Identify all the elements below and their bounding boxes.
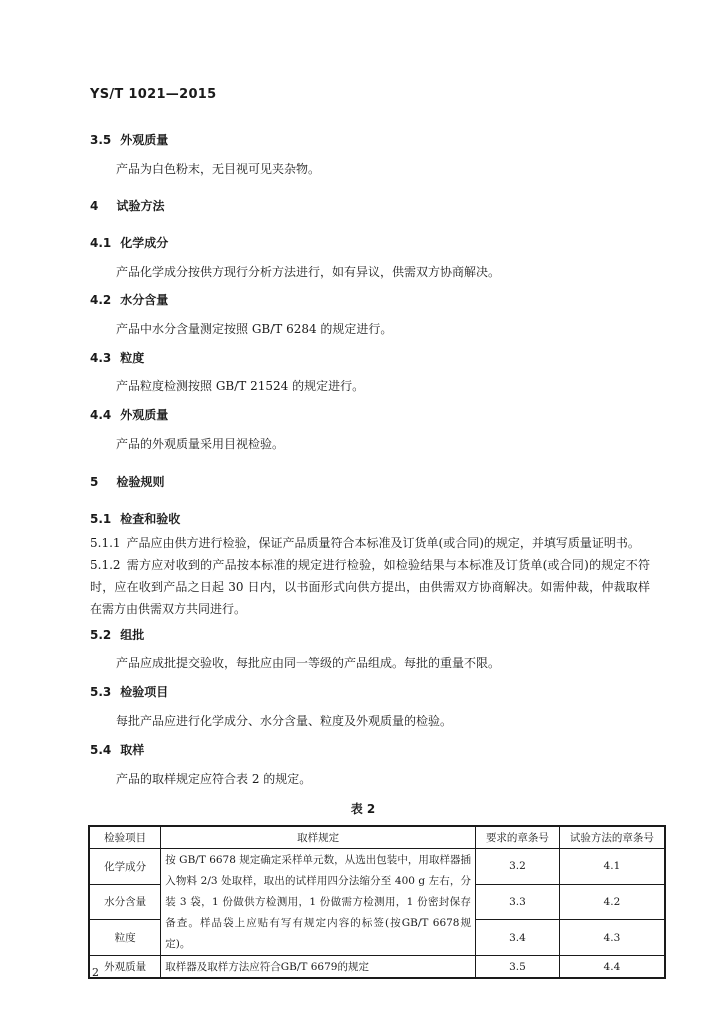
heading-title: 外观质量 (120, 133, 169, 147)
clause-text: 产品应由供方进行检验，保证产品质量符合本标准及订货单(或合同)的规定，并填写质量证明书。 (126, 536, 640, 550)
header-cell: 取样规定 (161, 826, 476, 849)
sampling-table (88, 825, 666, 979)
heading-title: 水分含量 (120, 293, 169, 307)
header-cell: 检验项目 (89, 826, 161, 849)
method-clause-cell: 4.3 (559, 920, 665, 956)
sampling-rule-cell: 取样器及取样方法应符合GB/T 6679的规定 (161, 956, 476, 979)
heading-number: 5.2 (90, 628, 112, 642)
paragraph-5-4: 产品的取样规定应符合表 2 的规定。 (116, 772, 312, 786)
heading-5-2 (90, 626, 144, 643)
paragraph-4-4: 产品的外观质量采用目视检验。 (116, 437, 285, 451)
clause-number: 5.1.2 (90, 558, 121, 572)
heading-number: 4.2 (90, 293, 112, 307)
item-cell: 化学成分 (89, 849, 161, 885)
clause-text: 需方应对收到的产品按本标准的规定进行检验，如检验结果与本标准及订货单(或合同)的规定不符时，应在收到产品之日起 30 日内，以书面形式向供方提出，由供需双方协商解决。如需仲裁，仲裁取样在需方由供需双方共同进行。 (90, 558, 650, 616)
heading-5-4 (90, 741, 144, 758)
heading-title: 检查和验收 (120, 512, 181, 526)
req-clause-cell: 3.3 (476, 884, 560, 920)
heading-5 (90, 473, 165, 490)
method-clause-cell: 4.4 (559, 956, 665, 979)
heading-title: 取样 (120, 743, 145, 757)
paragraph-5-2: 产品应成批提交验收，每批应由同一等级的产品组成。每批的重量不限。 (116, 656, 501, 670)
heading-title: 检验规则 (116, 475, 165, 489)
item-cell: 水分含量 (89, 884, 161, 920)
heading-5-3 (90, 683, 168, 700)
paragraph-5-3: 每批产品应进行化学成分、水分含量、粒度及外观质量的检验。 (116, 714, 453, 728)
item-cell: 粒度 (89, 920, 161, 956)
table-row (89, 956, 665, 979)
table-header-row (89, 826, 665, 849)
heading-title: 组批 (120, 628, 145, 642)
heading-4-4 (90, 406, 168, 423)
paragraph-3-5: 产品为白色粉末，无目视可见夹杂物。 (116, 162, 321, 176)
heading-3-5 (90, 131, 168, 148)
heading-number: 3.5 (90, 133, 112, 147)
paragraph-4-1: 产品化学成分按供方现行分析方法进行，如有异议，供需双方协商解决。 (116, 265, 501, 279)
clause-5-1-1 (90, 532, 650, 554)
table-row (89, 849, 665, 885)
heading-number: 5 (90, 475, 99, 489)
heading-number: 5.4 (90, 743, 112, 757)
heading-5-1 (90, 510, 180, 527)
heading-title: 外观质量 (120, 408, 169, 422)
paragraph-4-2: 产品中水分含量测定按照 GB/T 6284 的规定进行。 (116, 322, 393, 336)
sampling-rule-cell: 按 GB/T 6678 规定确定采样单元数，从选出包装中，用取样器插入物料 2/3 处取样，取出的试样用四分法缩分至 400 g 左右，分装 3 袋，1 份做供方检测用，1 份做需方检测用，1 份密封保存备查。样品袋上应贴有写有规定内容的标签(按GB/T 6678规定)。 (161, 849, 476, 956)
heading-4-1 (90, 234, 168, 251)
req-clause-cell: 3.2 (476, 849, 560, 885)
method-clause-cell: 4.1 (559, 849, 665, 885)
method-clause-cell: 4.2 (559, 884, 665, 920)
clause-number: 5.1.1 (90, 536, 121, 550)
header-cell: 要求的章条号 (476, 826, 560, 849)
standard-code: YS/T 1021—2015 (90, 87, 217, 102)
heading-title: 粒度 (120, 351, 145, 365)
heading-number: 5.3 (90, 685, 112, 699)
heading-4-2 (90, 291, 168, 308)
heading-title: 检验项目 (120, 685, 169, 699)
clause-5-1-2 (90, 554, 650, 620)
heading-number: 4.3 (90, 351, 112, 365)
heading-number: 4.4 (90, 408, 112, 422)
req-clause-cell: 3.5 (476, 956, 560, 979)
heading-4 (90, 197, 165, 214)
heading-title: 试验方法 (116, 199, 165, 213)
heading-number: 4 (90, 199, 99, 213)
table-title: 表 2 (350, 802, 376, 816)
heading-number: 5.1 (90, 512, 112, 526)
req-clause-cell: 3.4 (476, 920, 560, 956)
heading-title: 化学成分 (120, 236, 169, 250)
page-number: 2 (92, 966, 99, 979)
item-cell: 外观质量 (89, 956, 161, 979)
paragraph-4-3: 产品粒度检测按照 GB/T 21524 的规定进行。 (116, 379, 365, 393)
heading-number: 4.1 (90, 236, 112, 250)
header-cell: 试验方法的章条号 (559, 826, 665, 849)
heading-4-3 (90, 349, 144, 366)
